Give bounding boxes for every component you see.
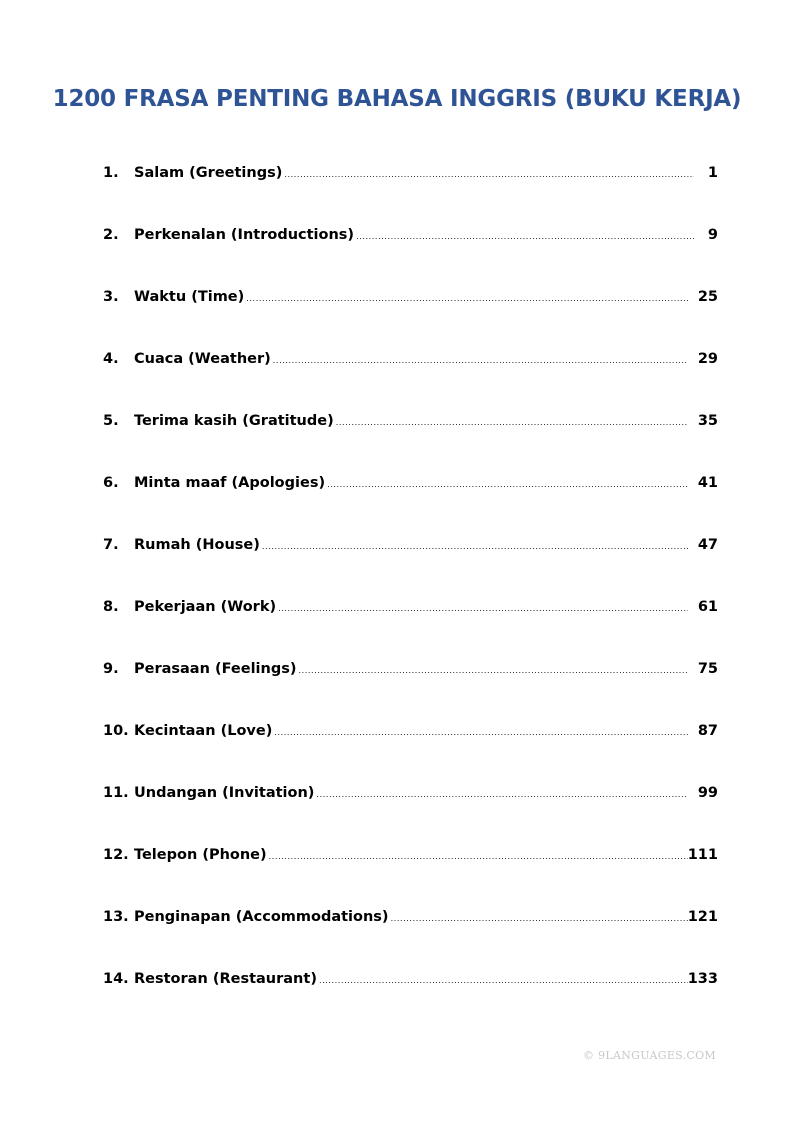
toc-entry-6[interactable]: [103, 471, 718, 495]
toc-entry-number: 10.: [103, 723, 129, 739]
toc-entry-1[interactable]: [103, 161, 718, 185]
dot-leader: [298, 659, 687, 683]
toc-entry-page: 87: [697, 723, 718, 739]
toc-entry-number: 6.: [103, 475, 119, 491]
toc-entry-5[interactable]: [103, 409, 718, 433]
toc-entry-3[interactable]: [103, 285, 718, 309]
toc-entry-7[interactable]: [103, 533, 718, 557]
toc-entry-number: 9.: [103, 661, 119, 677]
toc-entry-title: Terima kasih (Gratitude): [134, 413, 334, 429]
dot-leader: [278, 597, 688, 621]
toc-entry-title: Kecintaan (Love): [134, 723, 273, 739]
toc-entry-number: 13.: [103, 909, 129, 925]
dot-leader: [336, 411, 688, 435]
toc-entry-page: 99: [697, 785, 718, 801]
toc-entry-12[interactable]: [103, 843, 718, 867]
toc-entry-page: 61: [697, 599, 718, 615]
toc-entry-title: Pekerjaan (Work): [134, 599, 277, 615]
toc-entry-page: 35: [697, 413, 718, 429]
toc-entry-14[interactable]: [103, 967, 718, 991]
toc-entry-page: 9: [707, 227, 718, 243]
toc-entry-title: Minta maaf (Apologies): [134, 475, 326, 491]
toc-entry-page: 121: [687, 909, 718, 925]
dot-leader: [391, 907, 688, 931]
toc-entry-title: Penginapan (Accommodations): [134, 909, 389, 925]
toc-entry-page: 1: [707, 165, 718, 181]
copyright-footer: © 9LANGUAGES.COM: [583, 1049, 716, 1062]
page-title: 1200 FRASA PENTING BAHASA INGGRIS (BUKU KERJA): [52, 86, 742, 112]
toc-entry-title: Cuaca (Weather): [134, 351, 271, 367]
dot-leader: [284, 163, 694, 187]
toc-entry-number: 12.: [103, 847, 129, 863]
toc-entry-number: 4.: [103, 351, 119, 367]
toc-entry-9[interactable]: [103, 657, 718, 681]
toc-entry-title: Telepon (Phone): [134, 847, 267, 863]
dot-leader: [274, 721, 687, 745]
toc-entry-10[interactable]: [103, 719, 718, 743]
toc-entry-page: 47: [697, 537, 718, 553]
toc-entry-2[interactable]: [103, 223, 718, 247]
dot-leader: [319, 969, 688, 993]
toc-entry-number: 5.: [103, 413, 119, 429]
toc-entry-title: Waktu (Time): [134, 289, 245, 305]
toc-entry-number: 11.: [103, 785, 129, 801]
dot-leader: [327, 473, 688, 497]
toc-entry-page: 41: [697, 475, 718, 491]
dot-leader: [273, 349, 688, 373]
toc-entry-page: 75: [697, 661, 718, 677]
toc-entry-8[interactable]: [103, 595, 718, 619]
toc-entry-page: 111: [687, 847, 718, 863]
toc-entry-number: 3.: [103, 289, 119, 305]
dot-leader: [316, 783, 687, 807]
dot-leader: [262, 535, 688, 559]
dot-leader: [246, 287, 688, 311]
toc-entry-page: 133: [687, 971, 718, 987]
toc-entry-number: 1.: [103, 165, 119, 181]
dot-leader: [269, 845, 688, 869]
toc-entry-page: 29: [697, 351, 718, 367]
toc-entry-number: 8.: [103, 599, 119, 615]
toc-entry-number: 7.: [103, 537, 119, 553]
toc-entry-title: Perasaan (Feelings): [134, 661, 297, 677]
toc-entry-title: Salam (Greetings): [134, 165, 283, 181]
dot-leader: [356, 225, 694, 249]
toc-entry-4[interactable]: [103, 347, 718, 371]
toc-entry-title: Rumah (House): [134, 537, 260, 553]
toc-entry-13[interactable]: [103, 905, 718, 929]
toc-entry-title: Undangan (Invitation): [134, 785, 315, 801]
toc-entry-page: 25: [697, 289, 718, 305]
toc-entry-title: Perkenalan (Introductions): [134, 227, 355, 243]
toc-entry-number: 14.: [103, 971, 129, 987]
toc-entry-11[interactable]: [103, 781, 718, 805]
toc-entry-title: Restoran (Restaurant): [134, 971, 317, 987]
toc-entry-number: 2.: [103, 227, 119, 243]
